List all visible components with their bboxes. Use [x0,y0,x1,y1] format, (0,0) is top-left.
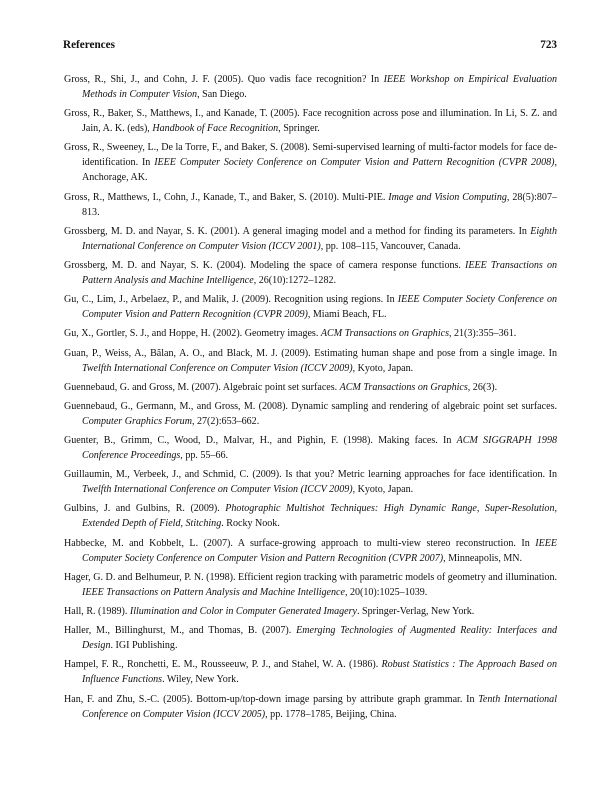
reference-entry: Guennebaud, G., Germann, M., and Gross, M. (2008). Dynamic sampling and rendering of algebraic point set surfaces. Computer Graphics Forum, 27(2):653–662. [64,400,557,427]
reference-entry: Gross, R., Sweeney, L., De la Torre, F., and Baker, S. (2008). Semi-supervised learning of multi-factor models for face de-identification. In IEEE Computer Society Conference on Computer Vision and Pattern Recognition (CVPR 2008), Anchorage, AK. [64,142,557,184]
reference-entry: Gross, R., Shi, J., and Cohn, J. F. (2005). Quo vadis face recognition? In IEEE Workshop on Empirical Evaluation Methods in Computer Vision, San Diego. [64,74,557,100]
reference-entry: Han, F. and Zhu, S.-C. (2005). Bottom-up/top-down image parsing by attribute graph grammar. In Tenth International Conference on Computer Vision (ICCV 2005), pp. 1778–1785, Beijing, China. [64,693,557,720]
reference-entry: Gu, C., Lim, J., Arbelaez, P., and Malik, J. (2009). Recognition using regions. In IEEE Computer Society Conference on Computer Vision and Pattern Recognition (CVPR 2009), Miami Beach, FL. [64,294,558,321]
reference-entry: Haller, M., Billinghurst, M., and Thomas, B. (2007). Emerging Technologies of Augmented Reality: Interfaces and Design. IGI Publishing. [64,625,557,652]
section-title: References [63,39,115,51]
reference-entry: Habbecke, M. and Kobbelt, L. (2007). A surface-growing approach to multi-view stereo reconstruction. In IEEE Computer Society Conference on Computer Vision and Pattern Recognition (CVPR 2007), Minneapolis, MN. [64,537,557,564]
reference-entry: Gu, X., Gortler, S. J., and Hoppe, H. (2002). Geometry images. ACM Transactions on Graphics, 21(3):355–361. [64,328,517,340]
reference-entry: Grossberg, M. D. and Nayar, S. K. (2001). A general imaging model and a method for finding its parameters. In Eighth International Conference on Computer Vision (ICCV 2001), pp. 108–115, Vancouver, Canada. [64,225,557,252]
reference-entry: Gulbins, J. and Gulbins, R. (2009). Photographic Multishot Techniques: High Dynamic Range, Super-Resolution, Extended Depth of Field, Stitching. Rocky Nook. [64,503,557,530]
reference-entry: Guillaumin, M., Verbeek, J., and Schmid, C. (2009). Is that you? Metric learning approaches for face identification. In Twelfth International Conference on Computer Vision (ICCV 2009), Kyoto, Japan. [64,469,557,496]
page-number: 723 [540,39,557,51]
reference-list [64,72,557,726]
reference-entry: Gross, R., Baker, S., Matthews, I., and Kanade, T. (2005). Face recognition across pose and illumination. In Li, S. Z. and Jain, A. K. (eds), Handbook of Face Recognition, Springer. [64,108,557,135]
reference-entry: Hall, R. (1989). Illumination and Color in Computer Generated Imagery. Springer-Verlag, New York. [64,606,475,617]
reference-entry: Hampel, F. R., Ronchetti, E. M., Rousseeuw, P. J., and Stahel, W. A. (1986). Robust Statistics : The Approach Based on Influence Functions. Wiley, New York. [64,659,557,686]
reference-entry: Grossberg, M. D. and Nayar, S. K. (2004). Modeling the space of camera response functions. IEEE Transactions on Pattern Analysis and Machine Intelligence, 26(10):1272–1282. [64,259,557,286]
reference-entry: Hager, G. D. and Belhumeur, P. N. (1998). Efficient region tracking with parametric models of geometry and illumination. IEEE Transactions on Pattern Analysis and Machine Intelligence, 20(10):1025–1039. [64,571,557,598]
reference-entry: Gross, R., Matthews, I., Cohn, J., Kanade, T., and Baker, S. (2010). Multi-PIE. Image and Vision Computing, 28(5):807–813. [64,191,557,218]
reference-entry: Guan, P., Weiss, A., Bălan, A. O., and Black, M. J. (2009). Estimating human shape and pose from a single image. In Twelfth International Conference on Computer Vision (ICCV 2009), Kyoto, Japan. [64,347,557,374]
reference-entry: Guenter, B., Grimm, C., Wood, D., Malvar, H., and Pighin, F. (1998). Making faces. In ACM SIGGRAPH 1998 Conference Proceedings, pp. 55–66. [64,435,557,462]
running-header [63,39,557,55]
reference-entry: Guennebaud, G. and Gross, M. (2007). Algebraic point set surfaces. ACM Transactions on Graphics, 26(3). [64,381,498,393]
